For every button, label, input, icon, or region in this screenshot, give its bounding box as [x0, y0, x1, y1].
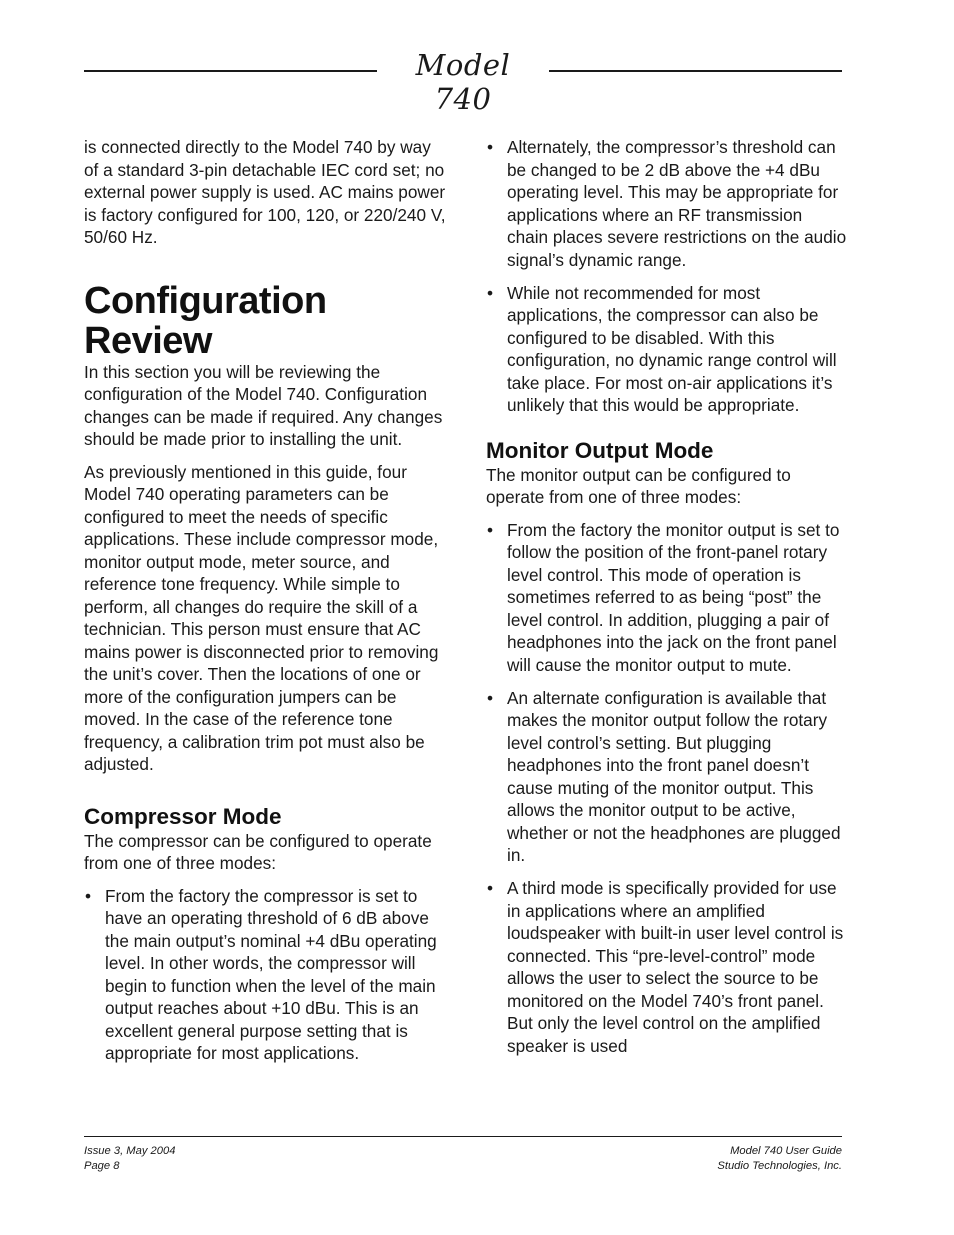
monitor-output-mode-heading: Monitor Output Mode: [486, 437, 714, 463]
compressor-bullet-list: [84, 885, 446, 1065]
footer-guide-title: Model 740 User Guide: [730, 1145, 842, 1157]
right-column: [486, 136, 848, 1057]
section-paragraph-1: In this section you will be reviewing the configuration of the Model 740. Configuration changes can be made if required. Any changes should be made prior to installing the unit.: [84, 361, 443, 449]
bullet-icon: •: [487, 137, 494, 157]
list-item: [486, 877, 848, 1057]
footer-company: Studio Technologies, Inc.: [717, 1160, 842, 1172]
monitor-bullet-list: [486, 519, 848, 1058]
list-item: [84, 885, 446, 1065]
bullet-icon: •: [487, 519, 494, 540]
compressor-intro: The compressor can be configured to operate from one of three modes:: [84, 830, 432, 873]
list-item: [486, 519, 848, 677]
monitor-intro: The monitor output can be configured to operate from one of three modes:: [486, 464, 791, 507]
list-item: [486, 136, 848, 271]
list-item-text: An alternate configuration is available that makes the monitor output follow the rotary level control’s setting. But plugging headphones into the front panel doesn’t cause muting of the monitor output. This allows the monitor output to be active, whether or not the headphones are plugged in.: [507, 687, 841, 865]
list-item: [486, 687, 848, 867]
list-item-text: Alternately, the compressor’s threshold can be changed to be 2 dB above the +4 dBu operating level. This may be appropriate for applications where an RF transmission chain places severe restrictions on the audio signal’s dynamic range.: [507, 137, 847, 270]
bullet-icon: •: [85, 885, 92, 906]
footer-issue: Issue 3, May 2004: [84, 1145, 176, 1157]
bullet-icon: •: [487, 878, 494, 898]
list-item-text: A third mode is specifically provided for use in applications where an amplified loudspeaker with built-in user level control is connected. This “pre-level-control” mode allows the user to select the source to be monitored on the Model 740’s front panel. But only the level control on the amplified speaker is used: [507, 878, 844, 1056]
left-column: [84, 136, 446, 1065]
intro-paragraph: is connected directly to the Model 740 by way of a standard 3-pin detachable IEC cord set; no external power supply is used. AC mains power is factory configured for 100, 120, or 220/240 V, 50/60 Hz.: [84, 137, 446, 247]
bullet-icon: •: [487, 687, 494, 708]
header-rule-left: [84, 70, 377, 72]
header-rule-right: [549, 70, 842, 72]
footer-right: [717, 1144, 842, 1174]
compressor-mode-heading: Compressor Mode: [84, 803, 282, 829]
header-title: Model 740: [415, 48, 511, 116]
list-item: [486, 282, 848, 417]
footer-page-number: Page 8: [84, 1160, 120, 1172]
list-item-text: From the factory the monitor output is set to follow the position of the front-panel rotary level control. This mode of operation is sometimes referred to as being “post” the level control. In addition, plugging a pair of headphones into the jack on the front panel will cause the monitor output to mute.: [507, 519, 840, 675]
section-title: Configuration Review: [84, 279, 327, 362]
compressor-bullet-list-continued: [486, 136, 848, 417]
footer-left: [84, 1144, 175, 1174]
bullet-icon: •: [487, 282, 494, 303]
footer-rule: [84, 1136, 842, 1137]
list-item-text: From the factory the compressor is set to have an operating threshold of 6 dB above the main output’s nominal +4 dBu operating level. In other words, the compressor will begin to function when the level of the main output reaches about +10 dBu. This is an excellent general purpose setting that is appropriate for most applications.: [105, 885, 437, 1063]
list-item-text: While not recommended for most applications, the compressor can also be configured to be disabled. With this configuration, no dynamic range control will take place. For most on-air applications it’s unlikely that this would be appropriate.: [507, 282, 837, 415]
section-paragraph-2: As previously mentioned in this guide, four Model 740 operating parameters can be configured to meet the needs of specific applications. These include compressor mode, monitor output mode, meter source, and reference tone frequency. While simple to perform, all changes do require the skill of a technician. This person must ensure that AC mains power is disconnected prior to removing the unit’s cover. Then the locations of one or more of the configuration jumpers can be moved. In the case of the reference tone frequency, a calibration trim pot must also be adjusted.: [84, 461, 439, 774]
